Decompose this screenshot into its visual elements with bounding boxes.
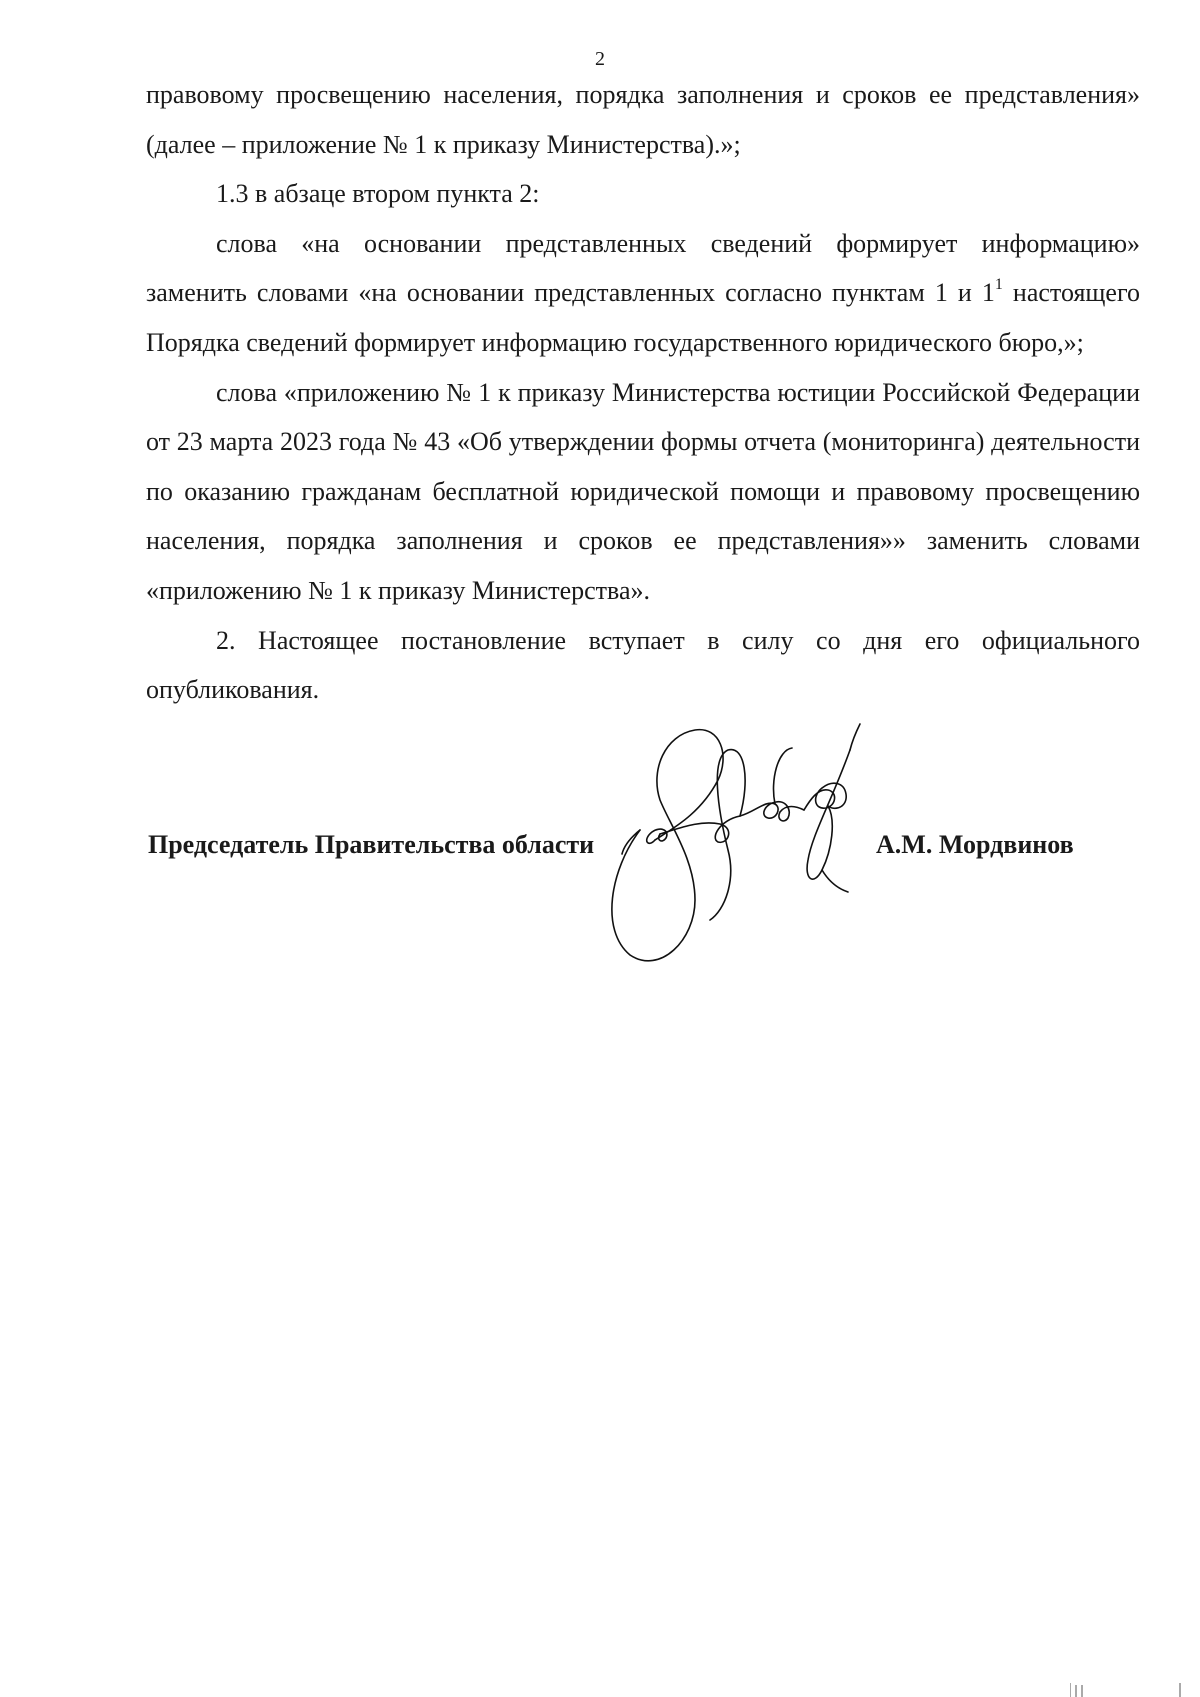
paragraph-effective-date: 2. Настоящее постановление вступает в силу со дня его официального опубликования. [146, 625, 1140, 705]
signatory-name: А.М. Мордвинов [876, 830, 1074, 859]
paragraph-words-replace-1-pre: слова «на основании представленных сведений формирует информацию» заменить словами «на основании представленных согласно пунктам 1 и 1 [146, 228, 1140, 308]
paragraph-words-replace-2: слова «приложению № 1 к приказу Министерства юстиции Российской Федерации от 23 марта 2023 года № 43 «Об утверждении формы отчета (мониторинга) деятельности по оказанию гражданам бесплатной юридической помощи и правовому просвещению населения, порядка заполнения и сроков ее представления»» заменить словами «приложению № 1 к приказу Министерства». [146, 377, 1140, 605]
scan-edge-marks [1070, 1681, 1190, 1697]
paragraph-words-replace-1 [146, 219, 1140, 368]
document-body [146, 70, 1140, 715]
page-number: 2 [595, 48, 605, 70]
handwritten-signature [600, 720, 920, 970]
superscript-one: 1 [994, 276, 1003, 294]
paragraph-continuation: правовому просвещению населения, порядка заполнения и сроков ее представления» (далее – приложение № 1 к приказу Министерства).»; [146, 80, 1140, 159]
paragraph-1-3: 1.3 в абзаце втором пункта 2: [216, 179, 540, 209]
paragraph-words-replace-1-post: настоящего Порядка сведений формирует информацию государственного юридического бюро,»; [146, 278, 1140, 357]
signatory-title: Председатель Правительства области [148, 830, 595, 859]
